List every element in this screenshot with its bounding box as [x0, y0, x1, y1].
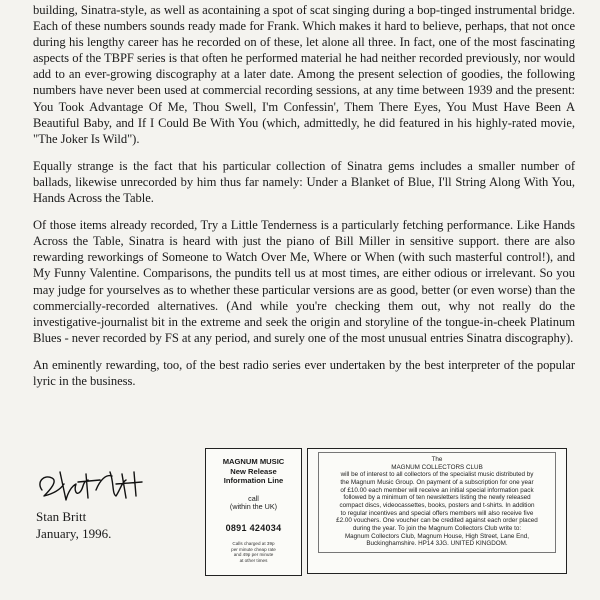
club-line: Magnum Collectors Club, Magnum House, High Street, Lane End,	[344, 532, 530, 540]
info-call-line: call	[248, 493, 259, 503]
club-line: Buckinghamshire. HP14 3JG. UNITED KINGDOM.	[366, 540, 508, 548]
club-line: compact discs, videocassettes, books, posters and t-shirts. In addition	[339, 501, 535, 509]
paragraph: building, Sinatra-style, as well as acontaining a spot of scat singing during a bop-tinged instrumental bridge. Each of these numbers sounds ready made for Frank. Which makes it hard to believe, perhaps, that not once during his lengthy career has he recorded on of these, let alone all three. In fact, one of the most fascinating aspects of the TBPF series is that often he performed material he had neither recorded previously, nor would add to an ever-growing discography at a later date. Among the present selection of goodies, the following numbers have never been used at commercial recording sessions, at any time between 1939 and the present: You Took Advantage Of Me, Thou Swell, I'm Confessin', Them There Eyes, You Must Have Been A Beautiful Baby, and If I Could Be With You (which, admittedly, he did featured in his highly-rated movie, "The Joker Is Wild").	[33, 3, 575, 146]
club-line: £2.00 vouchers. One voucher can be credited against each order placed	[336, 517, 538, 525]
paragraph: Of those items already recorded, Try a Little Tenderness is a particularly fetching performance. Like Hands Across the Table, Sinatra is heard with just the piano of Bill Miller in sensitive support. there are also rewarding reworkings of Someone to Watch Over Me, Where or When (with such masterful control!), and My Funny Valentine. Comparisons, the pundits tell us at most times, are either odious or irrelevant. So you may judge for yourselves as to whether these particular versions are as good, better (or even worse) than the commercially-recorded alternatives. (And while you're checking them out, why not really do the investigative-journalist bit in the extreme and seek the origin and storyline of the tongue-in-cheek Platinum Blues - never recorded by FS at any period, and surely one of the most unusual entries Sinatra discography).	[33, 218, 575, 345]
paragraph: An eminently rewarding, too, of the best radio series ever undertaken by the best interpreter of the popular lyric in the business.	[33, 357, 575, 388]
author-byline	[36, 508, 111, 542]
info-phone-number: 0891 424034	[225, 523, 282, 534]
club-line: The	[431, 456, 443, 463]
info-rate-line: Calls charged at 39p	[232, 541, 275, 547]
info-line-title	[206, 457, 301, 486]
author-name: Stan Britt	[36, 509, 87, 524]
club-line: to regular incentives and special offers members will also receive five	[340, 509, 534, 517]
info-call-rates	[206, 541, 301, 563]
club-line: the Magnum Music Group. On payment of a subscription for one year	[340, 478, 534, 486]
info-call-line: (within the UK)	[229, 502, 278, 512]
club-line: MAGNUM COLLECTORS CLUB	[391, 463, 483, 471]
info-rate-line: per minute cheap rate	[231, 546, 276, 552]
info-call-text	[206, 495, 301, 513]
paragraph: Equally strange is the fact that his particular collection of Sinatra gems includes a smaller number of ballads, likewise unrecorded by him thus far namely: Under a Blanket of Blue, I'll String Along With You, Hands Across the Table.	[33, 158, 575, 206]
info-title-line: MAGNUM MUSIC	[222, 457, 285, 466]
collectors-club-text	[318, 452, 556, 553]
club-line: followed by a minimum of ten newsletters listing the newly released	[343, 494, 531, 502]
info-rate-line: at other times	[239, 557, 268, 563]
club-line: will be of interest to all collectors of the specialist music distributed by	[340, 471, 534, 479]
liner-notes-body	[33, 2, 575, 400]
author-date: January, 1996.	[36, 526, 112, 541]
info-title-line: New Release	[230, 466, 277, 476]
club-line: during the year. To join the Magnum Collectors Club write to:	[352, 524, 522, 532]
info-title-line: Information Line	[223, 476, 284, 485]
club-line: of £10.00 each member will receive an initial special information pack	[340, 486, 534, 494]
info-line-box	[205, 448, 302, 576]
collectors-club-box	[307, 448, 567, 574]
info-rate-line: and 49p per minute	[233, 552, 274, 558]
